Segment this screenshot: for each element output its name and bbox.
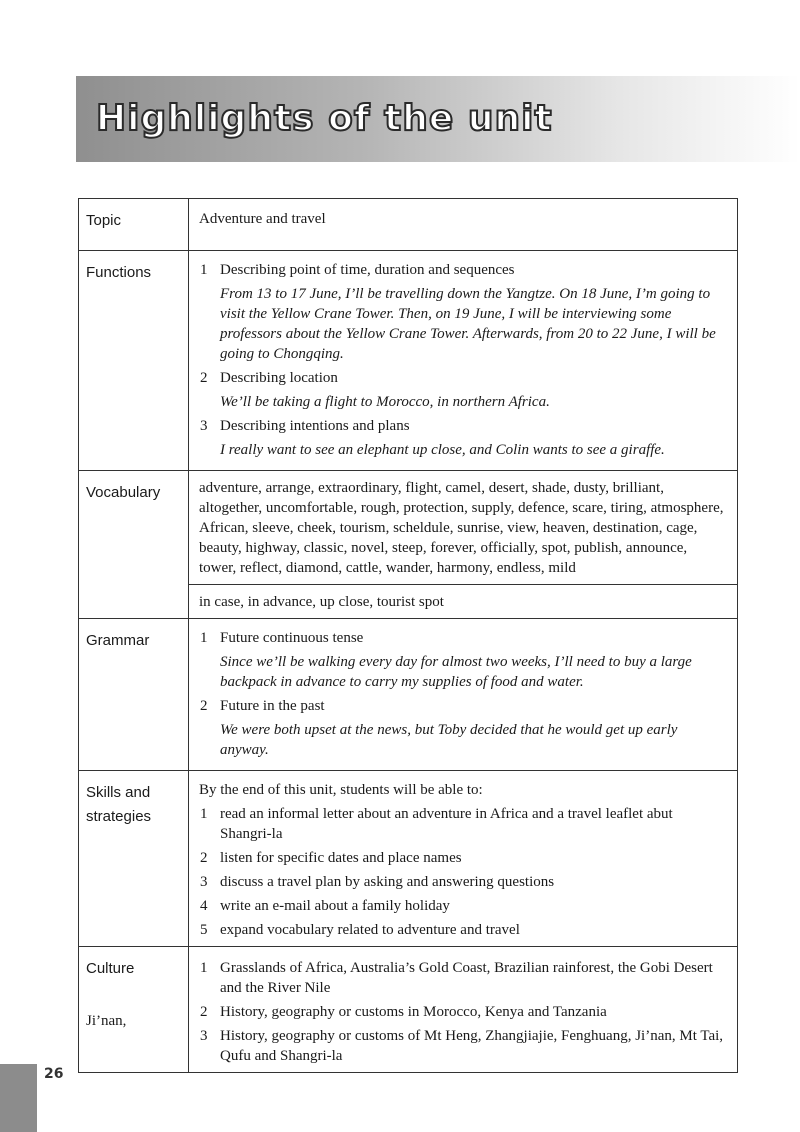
topic-value: Adventure and travel [189,199,738,251]
row-culture [79,947,738,1073]
culture-item: 2 History, geography or customs in Morocco, Kenya and Tanzania [200,1004,607,1020]
culture-content [189,947,738,1073]
culture-item: 1 Grasslands of Africa, Australia’s Gold Coast, Brazilian rainforest, the Gobi Desert and the River Nile [200,960,713,996]
function-example: We’ll be taking a flight to Morocco, in northern Africa. [220,394,550,410]
highlights-table [78,198,738,1073]
culture-label [79,947,189,1073]
grammar-example: We were both upset at the news, but Toby decided that he would get up early anyway. [220,722,678,758]
page-title: Highlights of the unit [96,98,553,139]
grammar-label: Grammar [79,619,189,771]
function-example: I really want to see an elephant up close, and Colin wants to see a giraffe. [220,442,665,458]
skills-label-line1: Skills and [86,784,151,801]
skills-content [189,771,738,947]
functions-content [189,251,738,471]
header-banner [76,76,800,162]
row-skills [79,771,738,947]
skills-label [79,771,189,947]
skills-item: 3 discuss a travel plan by asking and answering questions [200,874,555,890]
vocabulary-label: Vocabulary [79,471,189,619]
grammar-example: Since we’ll be walking every day for almost two weeks, I’ll need to buy a large backpack in advance to carry my supplies of food and water. [220,654,692,690]
row-vocabulary-words [79,471,738,585]
grammar-content [189,619,738,771]
grammar-item: 2 Future in the past [200,698,325,714]
page-number: 26 [44,1066,64,1082]
skills-item: 2 listen for specific dates and place names [200,850,462,866]
culture-item: 3 History, geography or customs of Mt Heng, Zhangjiajie, Fenghuang, Ji’nan, Mt Tai, Qufu and Shangri-la [200,1028,724,1064]
vocabulary-phrases: in case, in advance, up close, tourist spot [189,585,738,619]
row-grammar [79,619,738,771]
skills-item: 4 write an e-mail about a family holiday [200,898,450,914]
skills-label-line2: strategies [86,808,152,825]
grammar-item: 1 Future continuous tense [200,630,364,646]
function-example: From 13 to 17 June, I’ll be travelling down the Yangtze. On 18 June, I’m going to visit the Yellow Crane Tower. Then, on 19 June, I will be interviewing some professors about the Yellow Crane Tower. Afterwards, from 20 to 22 June, I will be going to Chongqing. [220,286,716,362]
topic-label: Topic [79,199,189,251]
function-item: 2 Describing location [200,370,338,386]
skills-item: 1 read an informal letter about an adventure in Africa and a travel leaflet abut Shangri-la [200,806,673,842]
skills-item: 5 expand vocabulary related to adventure and travel [200,922,520,938]
vocabulary-words: adventure, arrange, extraordinary, flight, camel, desert, shade, dusty, brilliant, altogether, uncomfortable, rough, protection, supply, defence, scare, tiring, atmosphere, African, sleeve, cheek, tourism, scheldule, sunrise, view, heaven, destination, cage, beauty, highway, classic, novel, steep, forever, officially, spot, publish, announce, tower, reflect, diamond, cattle, wander, harmony, endless, mild [189,471,738,585]
row-topic [79,199,738,251]
culture-label-extra: Ji’nan, [86,1013,127,1029]
page-corner-block [0,1064,37,1132]
function-item: 3 Describing intentions and plans [200,418,410,434]
function-item: 1 Describing point of time, duration and sequences [200,262,515,278]
row-functions [79,251,738,471]
skills-intro: By the end of this unit, students will be able to: [199,782,483,798]
functions-label: Functions [79,251,189,471]
culture-label-text: Culture [86,960,135,977]
